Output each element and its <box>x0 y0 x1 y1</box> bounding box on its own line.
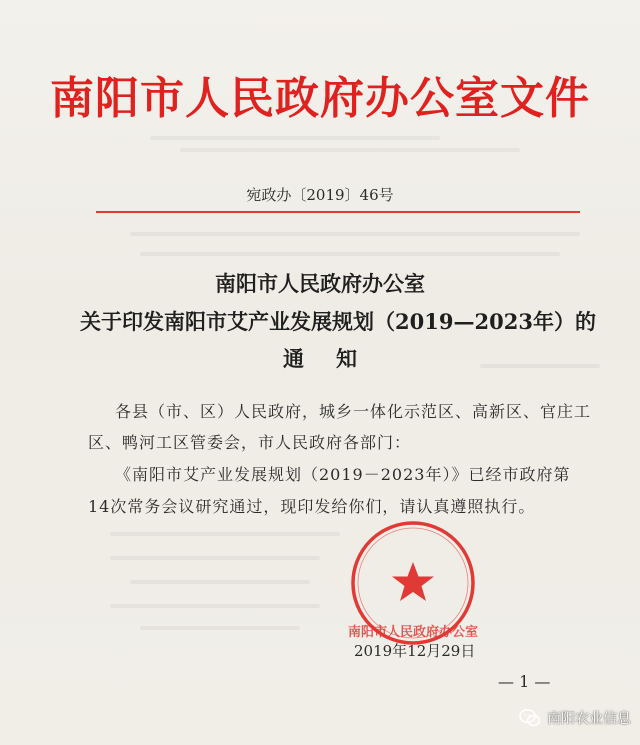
wechat-icon <box>519 708 541 728</box>
wechat-watermark <box>519 704 631 732</box>
body-paragraph-line: 《南阳市艾产业发展规划（2019－2023年）》已经市政府第 <box>115 465 571 484</box>
official-seal-icon <box>348 518 478 648</box>
watermark-text: 南阳农业信息 <box>547 711 631 727</box>
bleed-through-line <box>110 556 320 560</box>
bleed-through-line <box>130 232 580 236</box>
signature-date: 2019年12月29日 <box>354 642 476 660</box>
red-separator-line <box>96 211 580 213</box>
red-header-title: 南阳市人民政府办公室文件 <box>50 73 590 124</box>
bleed-through-line <box>130 580 310 584</box>
notice-title-line-2: 关于印发南阳市艾产业发展规划（2019—2023年）的 <box>80 309 596 334</box>
notice-title-line-3: 通知 <box>283 346 389 371</box>
notice-title-line-1: 南阳市人民政府办公室 <box>215 271 425 296</box>
document-number: 宛政办〔2019〕46号 <box>246 186 394 204</box>
bleed-through-line <box>140 626 300 630</box>
seal-text: 南阳市人民政府办公室 <box>348 625 478 640</box>
page-number: — 1 — <box>498 672 551 691</box>
bleed-through-line <box>140 252 560 256</box>
body-paragraph-line: 各县（市、区）人民政府，城乡一体化示范区、高新区、官庄工 <box>115 402 592 421</box>
bleed-through-line <box>110 532 340 536</box>
body-paragraph-line: 14次常务会议研究通过，现印发给你们，请认真遵照执行。 <box>88 497 536 516</box>
body-paragraph-line: 区、鸭河工区管委会，市人民政府各部门： <box>88 433 412 452</box>
bleed-through-line <box>150 136 440 140</box>
bleed-through-line <box>110 604 320 608</box>
bleed-through-line <box>180 148 520 152</box>
